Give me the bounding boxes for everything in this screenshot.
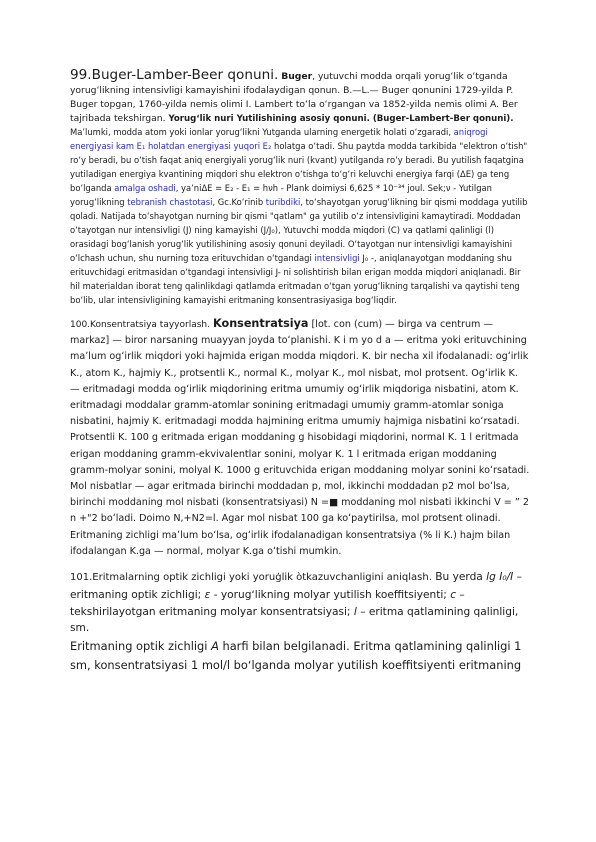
term-konsentratsiya: Konsentratsiya [213, 317, 309, 330]
symbol-l: l [353, 605, 357, 618]
section-99-text-6: J₀ -, aniqlanayotgan moddaning shu erituvchidagi eritmasidan oʻtgandagi intensivligi J- ni solishtirish bilan erigan modda miqdori aniqlanadi. Bir hil materialdan iborat teng qalinlikdagi qatlamda eritmadan oʻtgan yorugʻlikning tarqalishi va qaytishi teng boʻlib, ular intensivligining kamayishi eritmaning konsentrasiyasiga bogʻliqdir. [70, 253, 521, 305]
section-101-paragraph-2 [70, 637, 530, 674]
section-101-paragraph [70, 569, 530, 637]
section-99-intro: , yutuvchi modda orqali yorugʻlik oʻtganda yorugʻlikning intensivligi kamayishini ifodalaydigan qonun. B.—L.— Buger qonunini 1729-yilda P. Buger topgan, 1760-yilda nemis olimi I. Lambert toʻla oʻrgangan va 1852-yilda nemis olimi A. Ber tajribada tekshirgan. [70, 71, 518, 124]
link-intensivligi[interactable]: intensivligi [314, 253, 360, 263]
section-101-text-d: – tekshirilayotgan eritmaning molyar konsentratsiyasi; [70, 588, 465, 618]
section-101-text-a: Bu yerda [431, 571, 487, 584]
section-101-p2-a: Eritmaning optik zichligi [70, 639, 212, 654]
section-99-text-5: , toʻshayotgan yorugʻlikning bir qismi moddaga yutilib qoladi. Natijada toʻshayotgan nurning bir qismi "qatlam" ga yutilib oʻz intensivligini kamaytiradi. Moddadan oʻtayotgan nur intensivligi (J) ning kamayishi (J/J₀), Yutuvchi modda miqdori (C) va qatlami qalinligi (l) orasidagi bogʻlanish yorugʻlik yutilishining asosiy qonuni deyiladi. Oʻtayotgan nur intensivligi kamayishini oʻlchash uchun, shu nurning toza erituvchidan oʻtgandagi [70, 197, 528, 263]
link-turibdiki[interactable]: turibdiki [265, 197, 301, 207]
section-99-title: 99.Buger-Lamber-Beer qonuni. [70, 67, 279, 83]
symbol-epsilon: ε [204, 588, 211, 601]
section-99-text-1: Maʼlumki, modda atom yoki ionlar yorugʻlikni Yutganda ularning energetik holati oʻzgaradi, [70, 127, 454, 137]
term-buger: Buger [281, 71, 313, 82]
section-99-bold-heading: Yorugʻlik nuri Yutilishining asosiy qonuni. (Buger-Lambert-Ber qonuni). [168, 114, 514, 124]
section-101-text-b: – eritmaning optik zichligi; [70, 571, 522, 601]
section-101-text-e: – eritma qatlamining qalinligi, sm. [70, 605, 519, 635]
symbol-a: A [211, 639, 219, 654]
link-amalga-oshadi[interactable]: amalga oshadi [114, 183, 176, 193]
symbol-io-ratio: I₀/I [499, 571, 514, 584]
symbol-lg: lg [486, 571, 496, 584]
section-100-text: [lot. con (cum) — birga va centrum — markaz] — biror narsaning muayyan joyda toʻplanishi. K i m yo d a — eritma yoki erituvchining maʼlum ogʻirlik miqdori yoki hajmida erigan modda miqdori. K. bir necha xil ifodalanadi: ogʻirlik K., atom K., hajmiy K., protsentli K., normal K., molyar K., mol nisbat, mol protsent. Ogʻirlik K. — eritmadagi modda ogʻirlik miqdorining eritma umumiy ogʻirlik miqdoriga nisbatini, atom K. eritmadagi moddalar gramm-atomlar sonining eritmadagi umumiy gramm-atomlar soniga nisbatini, hajmiy K. eritmadagi modda hajmining eritma umumiy hajmiga nisbatini koʻrsatadi. Protsentli K. 100 g eritmada erigan moddaning g hisobidagi miqdorini, normal K. 1 l eritmada erigan moddaning gramm-ekvivalentlar sonini, molyar K. 1 l eritmada erigan moddaning gramm-molyar sonini, molyal K. 1000 g erituvchida erigan moddaning molyar sonini koʻrsatadi. Mol nisbatlar — agar eritmada birinchi moddadan p, mol, ikkinchi moddadan p2 mol boʻlsa, birinchi moddaning mol nisbati (konsentratsiyasi) N =■ moddaning mol nisbati ikkinchi V = ” 2 n +"2 boʻladi. Doimo N,+N2=l. Agar mol nisbat 100 ga koʻpaytirilsa, mol protsent olinadi. Eritmaning zichligi maʼlum boʻlsa, ogʻirlik ifodalanadigan konsentratsiya (% li K.) hajm bilan ifodalangan K.ga — normal, molyar K.ga oʻtishi mumkin. [70, 319, 530, 557]
section-101-heading: 101.Eritmalarning optik zichligi yoki yoruģlik òtkazuvchanligini aniqlash. [70, 572, 432, 584]
section-99-text-2: holatga oʻtadi. Shu paytda modda tarkibida "elektron oʻtish" roʻy beradi, bu oʻtish faqat aniq energiyali yorugʻlik nuri (kvant) yutilganda roʻy beradi. Bu yutilish faqatgina yutiladigan energiya kvantining miqdori shu elektron oʻtishga toʻgʻri keluvchi energiya farqi (ΔE) ga teng boʻlganda [70, 141, 528, 193]
link-energiya[interactable]: aniqrogi energiyasi kam E₁ holatdan energiyasi yuqori E₂ [70, 127, 488, 151]
section-100-heading: 100.Konsentratsiya tayyorlash. [70, 320, 210, 330]
section-101-text-c: - yorugʻlikning molyar yutilish koeffitsiyenti; [210, 588, 451, 601]
link-tebranish-chastotasi[interactable]: tebranish chastotasi [127, 197, 213, 207]
symbol-c: c [450, 588, 457, 601]
section-99-text-4: , Gc.Koʻrinib [212, 197, 266, 207]
section-99-paragraph [70, 66, 530, 308]
section-99-text-3: , yaʼniΔE = E₂ - E₁ = hνh - Plank doimiysi 6,625 * 10⁻³⁴ joul. Sek;ν - Yutilgan yorugʻlikning [70, 183, 492, 207]
document-page [70, 66, 530, 674]
section-100-paragraph [70, 316, 530, 560]
section-101-p2-b: harfi bilan belgilanadi. Eritma qatlamining qalinligi 1 sm, konsentratsiyasi 1 mol/l boʻlganda molyar yutilish koeffitsiyenti eritmaning [70, 639, 522, 672]
